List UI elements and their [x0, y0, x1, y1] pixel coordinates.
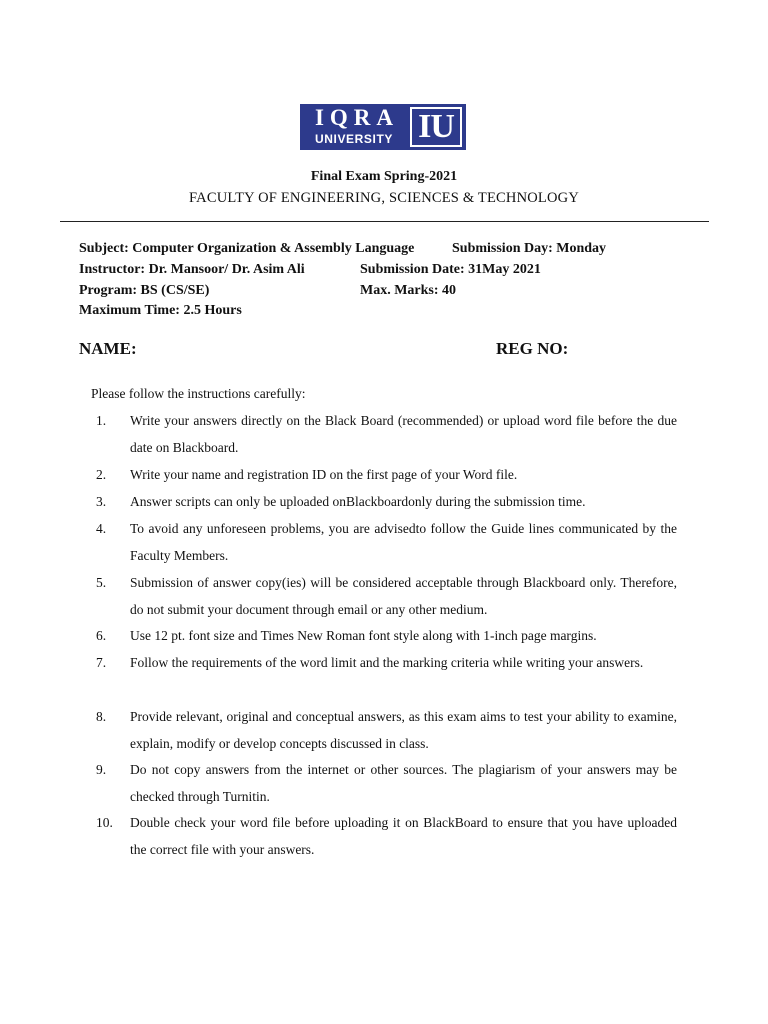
instruction-number: 3. [96, 494, 107, 509]
faculty-title: FACULTY OF ENGINEERING, SCIENCES & TECHNOLOGY [188, 190, 580, 206]
instruction-text: Write your name and registration ID on the first page of your Word file. [130, 467, 518, 482]
max-marks: Max. Marks: 40 [360, 283, 457, 298]
instruction-number: 10. [96, 815, 113, 830]
max-time: Maximum Time: 2.5 Hours [79, 303, 242, 318]
instructor-line: Instructor: Dr. Mansoor/ Dr. Asim Ali [79, 262, 305, 277]
logo-iu-mark: IU [410, 107, 462, 147]
instruction-text: Use 12 pt. font size and Times New Roman font style along with 1-inch page margins. [130, 628, 597, 643]
instruction-text: Write your answers directly on the Black Board (recommended) or upload word file before the due date on Blackboard. [130, 413, 677, 455]
submission-date: Submission Date: 31May 2021 [360, 262, 541, 277]
instruction-text: Follow the requirements of the word limit and the marking criteria while writing your answers. [130, 655, 644, 670]
instruction-number: 9. [96, 762, 107, 777]
logo-word-university: UNIVERSITY [314, 132, 393, 146]
instruction-text: Submission of answer copy(ies) will be considered acceptable through Blackboard only. Therefore, do not submit your document through email or any other medium. [130, 575, 677, 617]
instruction-number: 2. [96, 467, 107, 482]
instruction-number: 6. [96, 628, 107, 643]
instruction-text: Double check your word file before uploading it on BlackBoard to ensure that you have uploaded the correct file with your answers. [130, 815, 677, 857]
reg-no-label: REG NO: [496, 339, 569, 358]
submission-day: Submission Day: Monday [452, 241, 607, 256]
logo-wordmark [300, 104, 408, 150]
instruction-number: 5. [96, 575, 107, 590]
name-label: NAME: [79, 339, 137, 358]
instruction-number: 4. [96, 521, 107, 536]
logo-word-iqra: IQRA [314, 105, 400, 130]
instruction-number: 8. [96, 709, 107, 724]
subject-line: Subject: Computer Organization & Assembly Language [79, 241, 415, 256]
instruction-text: Provide relevant, original and conceptual answers, as this exam aims to test your ability to examine, explain, modify or develop concepts discussed in class. [130, 709, 677, 751]
instruction-text: To avoid any unforeseen problems, you are advisedto follow the Guide lines communicated by the Faculty Members. [130, 521, 677, 563]
exam-title: Final Exam Spring-2021 [310, 169, 458, 184]
program-line: Program: BS (CS/SE) [79, 283, 210, 298]
instruction-number: 7. [96, 655, 107, 670]
instructions-intro: Please follow the instructions carefully: [91, 386, 306, 401]
instruction-text: Answer scripts can only be uploaded onBlackboardonly during the submission time. [130, 494, 586, 509]
instruction-text: Do not copy answers from the internet or other sources. The plagiarism of your answers may be checked through Turnitin. [130, 762, 677, 804]
header-divider [60, 221, 709, 222]
instruction-number: 1. [96, 413, 107, 428]
university-logo [300, 104, 466, 150]
